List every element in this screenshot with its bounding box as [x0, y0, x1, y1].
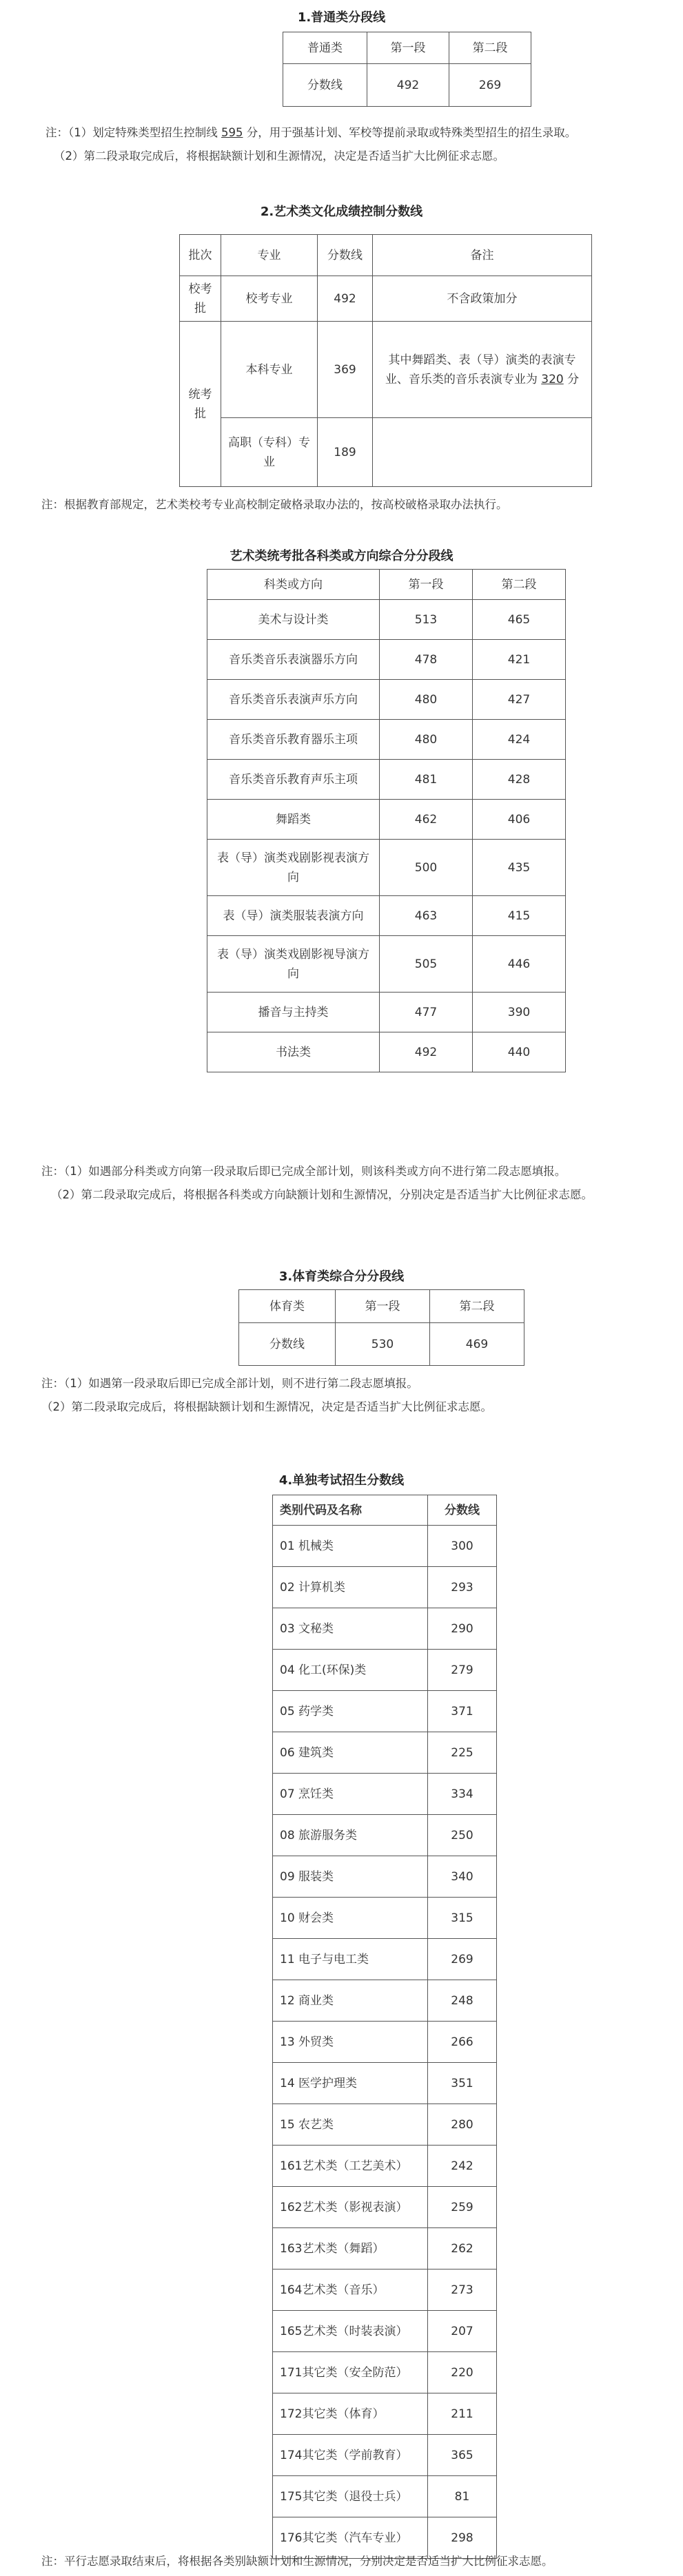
table-row	[273, 2393, 497, 2435]
table-row	[273, 1567, 497, 1608]
score-cell: 242	[428, 2146, 497, 2187]
section-title-sports: 3.体育类综合分分段线	[278, 1269, 405, 1284]
category-cell: 表（导）演类戏剧影视表演方向	[207, 840, 380, 896]
table-row	[273, 2352, 497, 2393]
table-cell: 492	[318, 276, 373, 322]
table-row	[273, 2022, 497, 2063]
table-cell: 469	[430, 1323, 524, 1366]
category-cell: 音乐类音乐表演声乐方向	[207, 680, 380, 720]
score-cell: 480	[380, 720, 473, 760]
category-cell: 07 烹饪类	[273, 1774, 428, 1815]
category-cell: 04 化工(环保)类	[273, 1650, 428, 1691]
table-row	[273, 1939, 497, 1980]
category-cell: 06 建筑类	[273, 1732, 428, 1774]
section-title-art-culture: 2.艺术类文化成绩控制分数线	[260, 205, 423, 219]
table-row	[180, 418, 592, 487]
table-row	[273, 1898, 497, 1939]
note-line: 注：（1）如遇第一段录取后即已完成全部计划，则不进行第二段志愿填报。	[41, 1377, 418, 1390]
category-cell: 舞蹈类	[207, 800, 380, 840]
category-cell: 美术与设计类	[207, 600, 380, 640]
score-cell: 266	[428, 2022, 497, 2063]
header-cell: 科类或方向	[207, 570, 380, 600]
table-row	[273, 1980, 497, 2022]
header-cell: 第二段	[430, 1290, 524, 1323]
score-cell: 462	[380, 800, 473, 840]
art-culture-table	[179, 234, 592, 487]
table-row	[207, 896, 566, 936]
performance-score: 320	[541, 372, 564, 386]
table-row	[273, 2104, 497, 2146]
header-cell: 专业	[221, 235, 318, 276]
score-cell: 225	[428, 1732, 497, 1774]
category-cell: 11 电子与电工类	[273, 1939, 428, 1980]
category-cell: 171其它类（安全防范）	[273, 2352, 428, 2393]
category-cell: 162艺术类（影视表演）	[273, 2187, 428, 2228]
table-cell: 492	[367, 64, 449, 107]
score-cell: 427	[473, 680, 566, 720]
category-cell: 174其它类（学前教育）	[273, 2435, 428, 2476]
score-cell: 421	[473, 640, 566, 680]
remark-text: 分	[563, 372, 580, 386]
remark-cell	[373, 322, 592, 418]
single-exam-table	[272, 1495, 497, 2559]
art-comp-table	[207, 569, 566, 1072]
category-cell: 176其它类（汽车专业）	[273, 2517, 428, 2559]
table-row	[207, 720, 566, 760]
score-cell: 262	[428, 2228, 497, 2269]
header-cell: 第二段	[473, 570, 566, 600]
table-header-row	[283, 32, 531, 64]
category-cell: 172其它类（体育）	[273, 2393, 428, 2435]
table-row	[207, 760, 566, 800]
category-cell: 163艺术类（舞蹈）	[273, 2228, 428, 2269]
header-cell: 第一段	[367, 32, 449, 64]
category-cell: 15 农艺类	[273, 2104, 428, 2146]
table-row	[207, 640, 566, 680]
score-cell: 477	[380, 993, 473, 1032]
category-cell: 165艺术类（时装表演）	[273, 2311, 428, 2352]
category-cell: 12 商业类	[273, 1980, 428, 2022]
score-cell: 390	[473, 993, 566, 1032]
score-cell: 273	[428, 2269, 497, 2311]
table-row	[207, 680, 566, 720]
score-cell: 250	[428, 1815, 497, 1856]
table-row	[273, 1650, 497, 1691]
score-cell: 280	[428, 2104, 497, 2146]
header-cell: 批次	[180, 235, 221, 276]
category-cell: 10 财会类	[273, 1898, 428, 1939]
batch-cell: 校考批	[180, 276, 221, 322]
score-cell: 492	[380, 1032, 473, 1072]
header-cell: 分数线	[428, 1495, 497, 1526]
table-row	[207, 1032, 566, 1072]
table-row	[180, 322, 592, 418]
note-text: 注：（1）划定特殊类型招生控制线	[45, 126, 221, 139]
score-cell: 481	[380, 760, 473, 800]
table-row	[273, 2476, 497, 2517]
category-cell: 161艺术类（工艺美术）	[273, 2146, 428, 2187]
table-row	[273, 1526, 497, 1567]
table-header-row	[273, 1495, 497, 1526]
score-cell: 424	[473, 720, 566, 760]
category-cell: 09 服装类	[273, 1856, 428, 1898]
table-row	[273, 2435, 497, 2476]
category-cell: 音乐类音乐教育声乐主项	[207, 760, 380, 800]
score-cell: 440	[473, 1032, 566, 1072]
table-row	[207, 840, 566, 896]
score-cell: 315	[428, 1898, 497, 1939]
header-cell: 第一段	[380, 570, 473, 600]
category-cell: 音乐类音乐教育器乐主项	[207, 720, 380, 760]
note-line	[54, 147, 504, 165]
table-cell: 369	[318, 322, 373, 418]
score-cell: 351	[428, 2063, 497, 2104]
score-cell: 435	[473, 840, 566, 896]
score-cell: 500	[380, 840, 473, 896]
score-cell: 300	[428, 1526, 497, 1567]
category-cell: 书法类	[207, 1032, 380, 1072]
score-cell: 365	[428, 2435, 497, 2476]
general-table	[283, 32, 531, 107]
score-cell: 505	[380, 936, 473, 993]
table-row	[207, 600, 566, 640]
header-cell: 类别代码及名称	[273, 1495, 428, 1526]
table-cell: 校考专业	[221, 276, 318, 322]
note-line: 注：平行志愿录取结束后，将根据各类别缺额计划和生源情况，分别决定是否适当扩大比例征求志愿。	[41, 2555, 553, 2568]
score-cell: 371	[428, 1691, 497, 1732]
table-cell: 不含政策加分	[373, 276, 592, 322]
score-cell: 207	[428, 2311, 497, 2352]
category-cell: 表（导）演类服装表演方向	[207, 896, 380, 936]
score-cell: 259	[428, 2187, 497, 2228]
table-row	[273, 2228, 497, 2269]
table-cell: 高职（专科）专业	[221, 418, 318, 487]
header-cell: 第一段	[336, 1290, 430, 1323]
table-cell: 269	[449, 64, 531, 107]
score-cell: 415	[473, 896, 566, 936]
note-line: 注：根据教育部规定，艺术类校考专业高校制定破格录取办法的，按高校破格录取办法执行。	[41, 498, 508, 511]
table-header-row	[207, 570, 566, 600]
table-row	[207, 936, 566, 993]
table-cell: 本科专业	[221, 322, 318, 418]
score-cell: 220	[428, 2352, 497, 2393]
table-header-row	[180, 235, 592, 276]
section-title-general: 1.普通类分段线	[297, 10, 386, 25]
score-cell: 298	[428, 2517, 497, 2559]
table-cell: 分数线	[239, 1323, 336, 1366]
category-cell: 164艺术类（音乐）	[273, 2269, 428, 2311]
table-row	[273, 2146, 497, 2187]
score-cell: 334	[428, 1774, 497, 1815]
table-cell: 189	[318, 418, 373, 487]
score-cell: 428	[473, 760, 566, 800]
special-score: 595	[221, 126, 243, 139]
score-cell: 446	[473, 936, 566, 993]
score-cell: 478	[380, 640, 473, 680]
table-row	[273, 1608, 497, 1650]
score-cell: 279	[428, 1650, 497, 1691]
header-cell: 分数线	[318, 235, 373, 276]
note-text: （2）第二段录取完成后，将根据缺额计划和生源情况，决定是否适当扩大比例征求志愿。	[54, 149, 504, 163]
score-cell: 269	[428, 1939, 497, 1980]
score-cell: 290	[428, 1608, 497, 1650]
batch-cell: 统考批	[180, 322, 221, 487]
category-cell: 13 外贸类	[273, 2022, 428, 2063]
table-row	[239, 1323, 524, 1366]
category-cell: 02 计算机类	[273, 1567, 428, 1608]
table-row	[273, 2311, 497, 2352]
score-cell: 513	[380, 600, 473, 640]
category-cell: 03 文秘类	[273, 1608, 428, 1650]
table-row	[283, 64, 531, 107]
score-cell: 406	[473, 800, 566, 840]
category-cell: 175其它类（退役士兵）	[273, 2476, 428, 2517]
score-cell: 480	[380, 680, 473, 720]
table-row	[273, 1691, 497, 1732]
header-cell: 普通类	[283, 32, 367, 64]
table-row	[207, 800, 566, 840]
category-cell: 音乐类音乐表演器乐方向	[207, 640, 380, 680]
table-row	[273, 1732, 497, 1774]
table-row	[273, 1774, 497, 1815]
score-cell: 463	[380, 896, 473, 936]
table-row	[207, 993, 566, 1032]
table-row	[273, 1815, 497, 1856]
score-cell: 211	[428, 2393, 497, 2435]
header-cell: 第二段	[449, 32, 531, 64]
header-cell: 备注	[373, 235, 592, 276]
note-line: （2）第二段录取完成后，将根据各科类或方向缺额计划和生源情况，分别决定是否适当扩大比例征求志愿。	[51, 1188, 593, 1201]
score-cell: 340	[428, 1856, 497, 1898]
table-header-row	[239, 1290, 524, 1323]
category-cell: 表（导）演类戏剧影视导演方向	[207, 936, 380, 993]
table-cell: 分数线	[283, 64, 367, 107]
note-line: （2）第二段录取完成后，将根据缺额计划和生源情况，决定是否适当扩大比例征求志愿。	[41, 1400, 492, 1413]
category-cell: 01 机械类	[273, 1526, 428, 1567]
score-cell: 465	[473, 600, 566, 640]
category-cell: 05 药学类	[273, 1691, 428, 1732]
table-row	[273, 2063, 497, 2104]
table-cell: 530	[336, 1323, 430, 1366]
category-cell: 14 医学护理类	[273, 2063, 428, 2104]
score-cell: 293	[428, 1567, 497, 1608]
category-cell: 08 旅游服务类	[273, 1815, 428, 1856]
section-title-single: 4.单独考试招生分数线	[278, 1473, 405, 1488]
remark-text: 其中舞蹈类、表（导）演类的表演专业、音乐类的音乐表演专业为	[385, 353, 576, 386]
table-row	[273, 2187, 497, 2228]
note-line	[45, 124, 576, 142]
table-row	[180, 276, 592, 322]
category-cell: 播音与主持类	[207, 993, 380, 1032]
table-row	[273, 2269, 497, 2311]
note-text: 分，用于强基计划、军校等提前录取或特殊类型招生的招生录取。	[243, 126, 577, 139]
table-row	[273, 1856, 497, 1898]
section-title-art-comp: 艺术类统考批各科类或方向综合分分段线	[230, 549, 453, 563]
sports-table	[238, 1289, 524, 1366]
score-cell: 248	[428, 1980, 497, 2022]
score-cell: 81	[428, 2476, 497, 2517]
note-line: 注：（1）如遇部分科类或方向第一段录取后即已完成全部计划，则该科类或方向不进行第二段志愿填报。	[41, 1165, 567, 1178]
table-cell	[373, 418, 592, 487]
header-cell: 体育类	[239, 1290, 336, 1323]
